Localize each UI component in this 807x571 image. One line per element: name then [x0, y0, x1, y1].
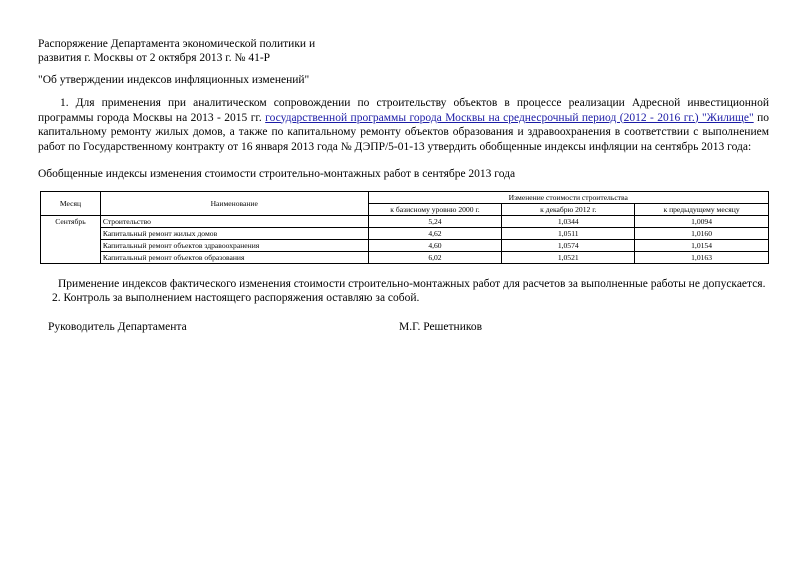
- row-name: Капитальный ремонт объектов образования: [100, 252, 368, 264]
- document-header-line-1: Распоряжение Департамента экономической политики и: [38, 38, 316, 50]
- row-prev-value: 1,0094: [635, 216, 769, 228]
- table-row: [41, 228, 769, 240]
- signature-title: Руководитель Департамента: [48, 321, 187, 333]
- row-base-value: 4,60: [368, 240, 502, 252]
- note-indices-restriction: Применение индексов фактического изменения стоимости строительно-монтажных работ для расчетов за выполненные работы не допускается.: [58, 278, 766, 290]
- header-month: Месяц: [41, 192, 101, 216]
- paragraph-1: [38, 96, 769, 154]
- table-row: [41, 216, 769, 228]
- header-base-2000: к базисному уровню 2000 г.: [368, 204, 502, 216]
- row-prev-value: 1,0160: [635, 228, 769, 240]
- header-dec-2012: к декабрю 2012 г.: [502, 204, 635, 216]
- table-title: Обобщенные индексы изменения стоимости строительно-монтажных работ в сентябре 2013 года: [38, 168, 516, 180]
- document-subject: "Об утверждении индексов инфляционных изменений": [38, 74, 310, 86]
- row-base-value: 6,02: [368, 252, 502, 264]
- table-row: [41, 252, 769, 264]
- note-control: 2. Контроль за выполнением настоящего распоряжения оставляю за собой.: [52, 292, 420, 304]
- table-row: [41, 240, 769, 252]
- row-name: Капитальный ремонт жилых домов: [100, 228, 368, 240]
- header-cost-change-group: Изменение стоимости строительства: [368, 192, 768, 204]
- paragraph-1-text-end: по капитальному ремонту жилых домов, а также по капитальному ремонту объектов образования и здравоохранения в соответствии с выполнением работ по Государственному контракту от 16 января 2013 года № ДЭПР/5-01-13 утвердить обобщенные индексы инфляции на сентябрь 2013 года:: [38, 111, 770, 153]
- row-dec-value: 1,0521: [502, 252, 635, 264]
- inflation-index-table: [40, 191, 769, 264]
- program-link[interactable]: государственной программы города Москвы на среднесрочный период (2012 - 2016 гг.) "Жилище": [265, 111, 754, 124]
- row-dec-value: 1,0344: [502, 216, 635, 228]
- row-base-value: 4,62: [368, 228, 502, 240]
- signature-name: М.Г. Решетников: [399, 321, 483, 333]
- row-name: Капитальный ремонт объектов здравоохранения: [100, 240, 368, 252]
- row-name: Строительство: [100, 216, 368, 228]
- document-header-line-2: развития г. Москвы от 2 октября 2013 г. № 41-Р: [38, 52, 271, 64]
- row-base-value: 5,24: [368, 216, 502, 228]
- header-name: Наименование: [100, 192, 368, 216]
- row-dec-value: 1,0574: [502, 240, 635, 252]
- header-prev-month: к предыдущему месяцу: [635, 204, 769, 216]
- month-cell: Сентябрь: [41, 216, 101, 264]
- row-dec-value: 1,0511: [502, 228, 635, 240]
- row-prev-value: 1,0154: [635, 240, 769, 252]
- paragraph-1-text-start: 1. Для применения при аналитическом сопровождении по строительству объектов в процессе реализации Адресной инвестиционной программы города Москвы на 2013 - 2015 гг.: [38, 97, 769, 124]
- row-prev-value: 1,0163: [635, 252, 769, 264]
